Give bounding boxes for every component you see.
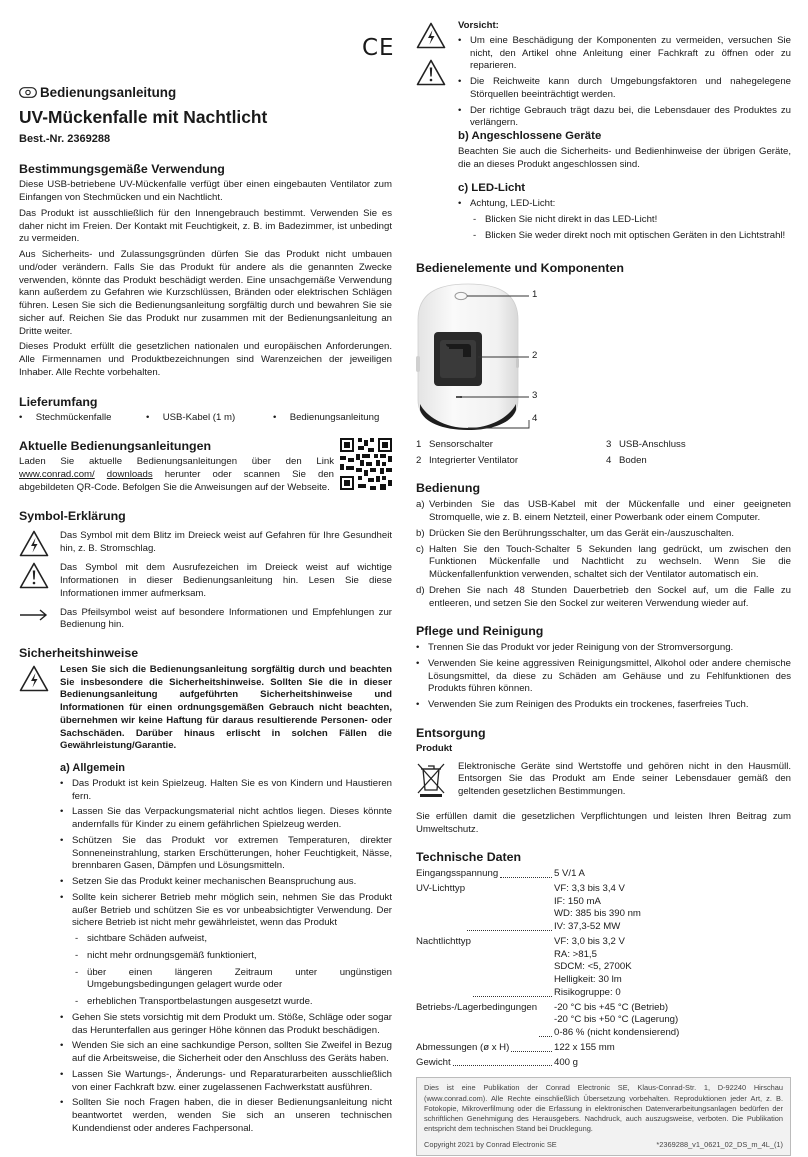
right-column [416,129,791,1156]
exclamation-warning-icon [416,59,446,86]
subsection-heading: c) LED-Licht [458,181,526,194]
led-list [458,198,791,243]
callout-number: 1 [532,288,538,300]
spec-value: Risikogruppe: 0 [554,986,621,998]
spec-label: Betriebs-/Lagerbedingungen [416,1002,554,1040]
product-diagram [416,282,791,432]
symbol-row [19,562,392,600]
spec-row [416,1002,716,1040]
list-item: • Sollte kein sicherer Betrieb mehr möglich sein, nehmen Sie das Produkt außer Betrieb und schützen Sie es vor unbeabsichtigter Verwendung. Der sichere Betrieb ist nicht mehr gewährleistet, wenn das Produkt - sichtbare Schäden aufweist, - nicht mehr ordnungsgemäß funktioniert, - über einen längeren Zeitraum unter ungünstigen Umgebungsbedingungen gelagert wurde oder - erheblichen Transportbelastungen ausgesetzt wurde. [60,892,392,1009]
spec-label: Eingangsspannung [416,868,554,881]
paragraph: Das Produkt ist ausschließlich für den Innengebrauch bestimmt. Verwenden Sie es daher nicht im Freien. Der Kontakt mit Feuchtigkeit, z. B. im Badezimmer, ist unbedingt zu vermeiden. [19,207,392,245]
list-item: b) Drücken Sie den Berührungsschalter, um das Gerät ein-/auszuschalten. [416,527,735,539]
caution-heading: Vorsicht: [458,20,499,31]
list-item: • Trennen Sie das Produkt vor jeder Reinigung von der Stromversorgung. [416,642,791,655]
paragraph: Aus Sicherheits- und Zulassungsgründen dürfen Sie das Produkt nicht umbauen und/oder verändern. Falls Sie das Produkt für andere als die genannten Zwecke verwenden, könnte das Produkt beschädigt werden. Eine unsachgemäße Verwendung kann außerdem zu Gefahren wie Kurzschlüssen, Bränden oder elektrischen Schlägen führen. Lesen Sie sich die Bedienungsanleitung sorgfältig durch und bewahren Sie sie sicher auf. Reichen Sie das Produkt nur zusammen mit der Bedienungsanleitung an Dritte weiter. [19,249,392,337]
section-heading: Technische Daten [416,850,522,865]
sub-list-item: - sichtbare Schäden aufweist, [60,933,392,946]
section-heading: Sicherheitshinweise [19,646,139,661]
paragraph: Sie erfüllen damit die gesetzlichen Verpflichtungen und leisten Ihren Beitrag zum Umweltschutz. [416,810,791,835]
list-item: • Das Produkt ist kein Spielzeug. Halten Sie es von Kindern und Haustieren fern. [60,778,392,804]
safety-intro: Lesen Sie sich die Bedienungsanleitung sorgfältig durch und beachten Sie insbesondere die Sicherheitshinweise. Sollten Sie die in dieser Bedienungsanleitung aufgeführten Sicherheitshinweise und Informationen für einen ordnungsgemäßen Gebrauch nicht beachten, übernehmen wir keine Haftung für daraus resultierende Personen- oder Sachschäden. Darüber hinaus erlischt in solchen Fällen die Gewährleistung/Garantie. [60,663,392,752]
lightning-warning-icon [19,665,49,692]
left-column [19,84,392,1136]
sub-list-item: - nicht mehr ordnungsgemäß funktioniert, [60,950,392,963]
eye-icon [19,87,37,98]
symbol-row [19,607,392,633]
subsection-heading: a) Allgemein [60,762,125,775]
spec-value: VF: 3,3 bis 3,4 V [554,882,625,894]
callout-number: 3 [532,389,538,401]
exclamation-warning-icon [19,562,49,589]
caution-list [458,35,791,130]
section-heading: Lieferumfang [19,394,98,409]
manual-label-row [19,84,392,102]
operation-steps [416,499,791,610]
page-title: UV-Mückenfalle mit Nachtlicht [19,106,268,127]
paragraph: Dieses Produkt erfüllt die gesetzlichen nationalen und europäischen Anforderungen. Alle Firmennamen und Produktbezeichnungen sind Warenzeichen der jeweiligen Inhaber. Alle Rechte vorbehalten. [19,341,392,378]
spec-value: Helligkeit: 30 lm [554,974,622,986]
list-item: • Gehen Sie stets vorsichtig mit dem Produkt um. Stöße, Schläge oder sogar das Herunterfallen aus geringer Höhe können das Produkt beschädigen. [60,1012,392,1038]
care-list [416,642,791,712]
lightning-warning-icon [416,22,446,49]
spec-value: WD: 385 bis 390 nm [554,908,641,920]
spec-label: UV-Lichttyp [416,883,554,934]
spec-value: VF: 3,0 bis 3,2 V [554,935,625,947]
legend-item: 1 Sensorschalter [416,438,493,450]
order-number: Best.-Nr. 2369288 [19,132,111,145]
spec-value: 400 g [554,1056,579,1068]
symbol-description: Das Pfeilsymbol weist auf besondere Informationen und Empfehlungen zur Bedienung hin. [60,606,392,631]
footer-box [416,1077,791,1155]
list-item: • Lassen Sie das Verpackungsmaterial nicht achtlos liegen. Dieses könnte andernfalls für Kinder zu einem gefährlichen Spielzeug werden. [60,806,392,832]
document-code: *2369288_v1_0621_02_DS_m_4L_(1) [656,1139,783,1149]
legend-item: 4 Boden [606,454,647,466]
sub-list-item: - Blicken Sie nicht direkt in das LED-Licht! [458,214,791,227]
spec-value: SDCM: <5, 2700K [554,961,632,973]
spec-value: IF: 150 mA [554,895,601,907]
spec-value: 122 x 155 mm [554,1041,615,1053]
list-item: d) Drehen Sie nach 48 Stunden Dauerbetrieb den Sockel auf, um die Falle zu entleeren, und setzen Sie den Sockel zur weiteren Verwendung wieder auf. [416,584,791,609]
manual-label: Bedienungsanleitung [40,85,177,100]
section-heading: Bedienung [416,481,481,496]
legend-item: 3 USB-Anschluss [606,438,686,450]
section-heading: Bedienelemente und Komponenten [416,261,624,276]
paragraph: Diese USB-betriebene UV-Mückenfalle verfügt über einen eingebauten Ventilator zum Einfangen von Stechmücken und ein Nachtlicht. [19,179,392,204]
spec-value: IV: 37,3-52 MW [554,921,621,933]
spec-row [416,1057,716,1070]
list-item: a) Verbinden Sie das USB-Kabel mit der Mückenfalle und einer geeigneten Stromquelle, wie z. B. einem Netzteil, einer Powerbank oder einem Computer. [416,499,791,524]
spec-label: Abmessungen (ø x H) [416,1042,554,1055]
spec-values [554,936,632,1000]
list-item: • Verwenden Sie zum Reinigen des Produkts ein trockenes, faserfreies Tuch. [416,699,791,712]
sub-list-item: - Blicken Sie weder direkt noch mit optischen Geräten in den Lichtstrahl! [458,230,791,243]
list-item: • Bedienungsanleitung [273,411,380,423]
list-item: • Der richtige Gebrauch trägt dazu bei, die Lebensdauer des Produktes zu verlängern. [458,105,791,131]
list-item: • Die Reichweite kann durch Umgebungsfaktoren und nahegelegene Störquellen beeinträchtigt werden. [458,76,791,102]
section-heading: Aktuelle Bedienungsanleitungen [19,439,212,454]
callout-number: 4 [532,412,538,424]
list-item: • Wenden Sie sich an eine sachkundige Person, sollten Sie Zweifel in Bezug auf die Arbeitsweise, die Sicherheit oder den Anschluss des Geräts haben. [60,1040,392,1066]
lightning-warning-icon [19,530,49,557]
list-item: • Lassen Sie Wartungs-, Änderungs- und Reparaturarbeiten ausschließlich von einer Fachkraft bzw. einer zugelassenen Fachwerkstatt ausführen. [60,1069,392,1095]
subsection-heading: b) Angeschlossene Geräte [458,130,602,142]
section-heading: Pflege und Reinigung [416,624,544,639]
list-item: • USB-Kabel (1 m) [146,411,236,423]
component-legend [416,439,791,468]
sub-list-item: - über einen längeren Zeitraum unter ungünstigen Umgebungsbedingungen gelagert wurde oder [60,967,392,993]
symbol-row [19,530,392,557]
spec-value: -20 °C bis +45 °C (Betrieb) [554,1001,669,1013]
spec-value: 5 V/1 A [554,868,585,880]
section-heading: Entsorgung [416,725,486,740]
spec-table [416,868,716,1069]
paragraph: Laden Sie aktuelle Bedienungsanleitungen über den Link www.conrad.com/ downloads herunter oder scannen Sie den abgebildeten QR-Code. Befolgen Sie die Anweisungen auf der Webseite. [19,456,335,493]
spec-row [416,1042,716,1055]
list-item: • Um eine Beschädigung der Komponenten zu vermeiden, versuchen Sie nicht, den Artikel ohne Anleitung einer Fachkraft zu öffnen oder zu reparieren. [458,35,791,73]
list-item: • Achtung, LED-Licht: - Blicken Sie nicht direkt in das LED-Licht! - Blicken Sie weder direkt noch mit optischen Geräten in den Lichtstrahl! [458,198,791,243]
spec-value: RA: >81,5 [554,948,597,960]
safety-list [60,778,392,1136]
copyright: Copyright 2021 by Conrad Electronic SE [424,1139,557,1149]
spec-values [554,883,641,934]
spec-label: Gewicht [416,1057,554,1070]
symbol-description: Das Symbol mit dem Blitz im Dreieck weist auf Gefahren für Ihre Gesundheit hin, z. B. Stromschlag. [60,530,392,555]
download-link[interactable]: downloads [106,468,153,480]
spec-label: Nachtlichttyp [416,936,554,1000]
caution-block [458,20,791,130]
footer-text: Dies ist eine Publikation der Conrad Electronic SE, Klaus-Conrad-Str. 1, D-92240 Hirschau (www.conrad.com). Alle Rechte einschließlich Übersetzung vorbehalten. Reproduktionen jeder Art, z. B. Fotokopie, Mikroverfilmung oder die Erfassung in elektronischen Datenverarbeitungsanlagen bedürfen der schriftlichen Genehmigung des Herausgebers. Nachdruck, auch auszugsweise, verboten. Die Publikation entspricht dem technischen Stand bei Drucklegung. [424,1083,783,1134]
spec-values [554,1002,679,1040]
spec-values [554,1057,578,1070]
list-item: c) Halten Sie den Touch-Schalter 5 Sekunden lang gedrückt, um zwischen den Funktionen Mückenfalle und Nachtlicht zu wechseln. Wenn Sie die Mückenfallenfunktion verwenden, schaltet sich der Ventilator automatisch ein. [416,543,791,581]
paragraph: Elektronische Geräte sind Wertstoffe und gehören nicht in den Hausmüll. Entsorgen Sie das Produkt am Ende seiner Lebensdauer gemäß den geltenden gesetzlichen Bestimmungen. [458,760,791,798]
symbol-description: Das Symbol mit dem Ausrufezeichen im Dreieck weist auf wichtige Informationen in dieser Bedienungsanleitung hin. Lesen Sie diese Informationen immer aufmerksam. [60,562,392,599]
list-item: • Stechmückenfalle [19,411,112,423]
weee-crossed-bin-icon [416,761,446,797]
callout-number: 2 [532,349,538,361]
spec-values [554,868,585,881]
warning-icons [416,22,446,86]
spec-row [416,868,716,881]
spec-value: 0-86 % (nicht kondensierend) [554,1027,680,1039]
delivery-list [19,412,392,425]
section-heading: Bestimmungsgemäße Verwendung [19,161,225,176]
callout-lines [416,282,546,432]
section-heading: Symbol-Erklärung [19,509,126,524]
qr-code [340,438,392,490]
arrow-icon [19,608,49,622]
list-item: • Schützen Sie das Produkt vor extremen Temperaturen, direkter Sonneneinstrahlung, starken Erschütterungen, hoher Feuchtigkeit, Nässe, brennbaren Gasen, Dämpfen und Lösungsmitteln. [60,835,392,873]
spec-row [416,936,716,1000]
list-item: • Setzen Sie das Produkt keiner mechanischen Beanspruchung aus. [60,876,392,889]
spec-value: -20 °C bis +50 °C (Lagerung) [554,1014,679,1026]
list-item: • Sollten Sie noch Fragen haben, die in dieser Bedienungsanleitung nicht beantwortet werden, wenden Sie sich an unseren technischen Kundendienst oder anderes Fachpersonal. [60,1097,392,1135]
spec-row [416,883,716,934]
ce-mark: CE [362,35,395,61]
disposal-subheading: Produkt [416,742,453,754]
list-item: • Verwenden Sie keine aggressiven Reinigungsmittel, Alkohol oder andere chemische Lösungsmittel, da diese zu Schäden am Gehäuse und zu Fehlfunktionen des Produkts führen können. [416,658,791,696]
sub-list-item: - erheblichen Transportbelastungen ausgesetzt wurde. [60,996,392,1009]
paragraph: Beachten Sie auch die Sicherheits- und Bedienhinweise der übrigen Geräte, die an dieses Produkt angeschlossen sind. [458,146,791,170]
download-link[interactable]: www.conrad.com/ [19,468,95,480]
spec-values [554,1042,615,1055]
legend-item: 2 Integrierter Ventilator [416,454,519,466]
